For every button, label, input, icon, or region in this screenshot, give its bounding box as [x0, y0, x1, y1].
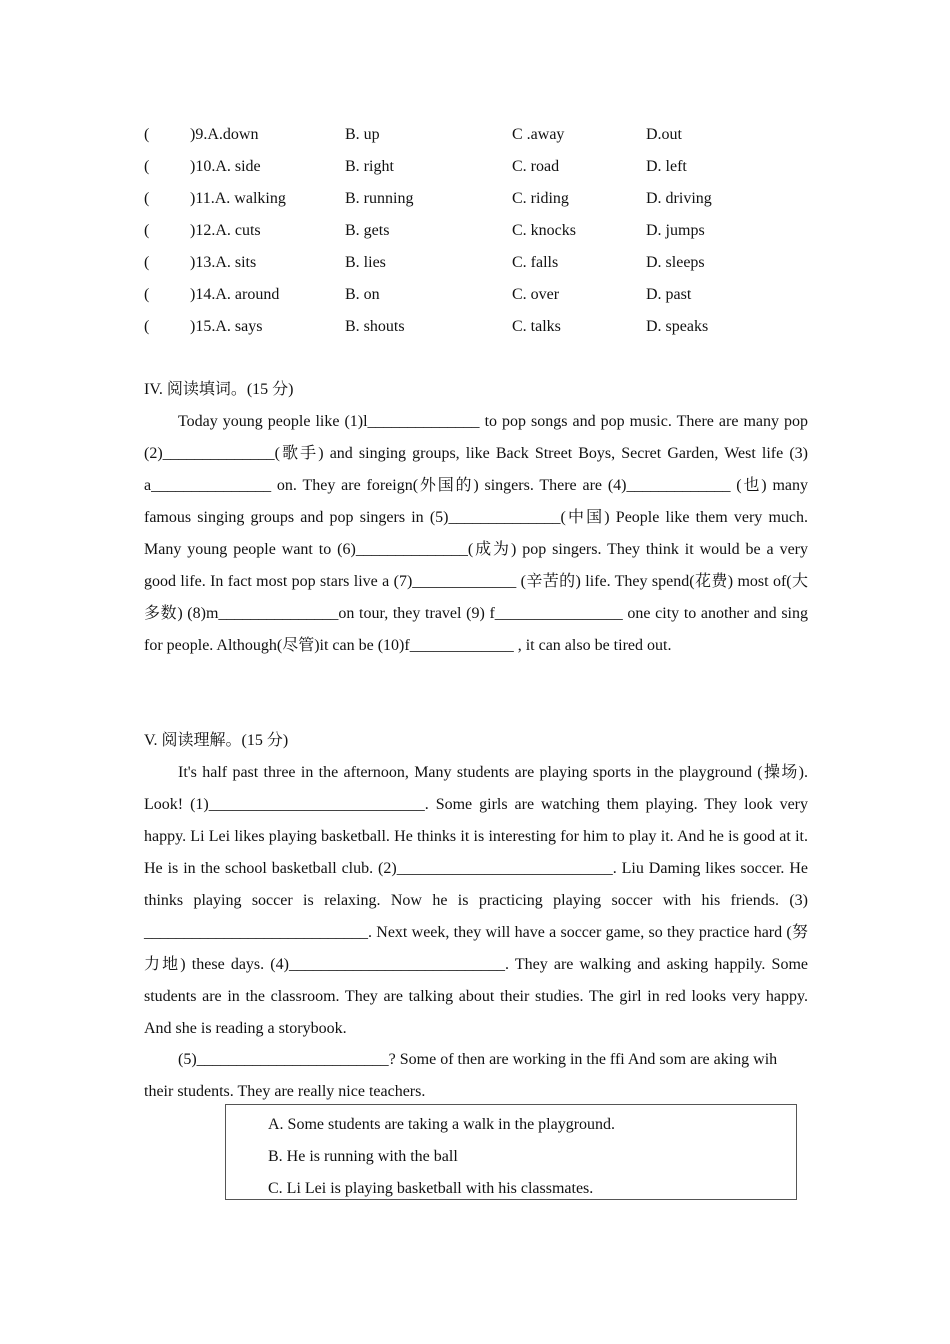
option-a: )11.A. walking [190, 190, 286, 207]
option-b: B. running [345, 190, 414, 207]
option-a: )14.A. around [190, 286, 280, 303]
option-b: B. gets [345, 222, 390, 239]
option-c: C. road [512, 158, 560, 175]
option-a: )9.A.down [190, 126, 259, 143]
section-5-heading: V. 阅读理解。(15 分) [144, 732, 289, 749]
section-5-line-5: (5)________________________? Some of then are working in the ffi And som are aking wih [178, 1051, 778, 1068]
answer-paren: ( [144, 126, 150, 143]
option-b: B. lies [345, 254, 386, 271]
option-d: D. sleeps [646, 254, 705, 271]
question-row-11 [144, 183, 844, 215]
question-row-13 [144, 247, 844, 279]
option-d: D. driving [646, 190, 712, 207]
option-a-sentence: A. Some students are taking a walk in the playground. [268, 1116, 616, 1133]
option-a: )10.A. side [190, 158, 261, 175]
option-b: B. shouts [345, 318, 405, 335]
option-d: D. jumps [646, 222, 705, 239]
option-c: C. falls [512, 254, 559, 271]
answer-paren: ( [144, 254, 150, 271]
option-c: C. over [512, 286, 560, 303]
option-b: B. up [345, 126, 380, 143]
option-d: D. speaks [646, 318, 709, 335]
option-a: )13.A. sits [190, 254, 257, 271]
option-a: )15.A. says [190, 318, 263, 335]
option-c: C. knocks [512, 222, 576, 239]
option-b: B. right [345, 158, 394, 175]
question-row-12 [144, 215, 844, 247]
answer-paren: ( [144, 222, 150, 239]
question-row-14 [144, 279, 844, 311]
option-b: B. on [345, 286, 380, 303]
option-d: D. past [646, 286, 692, 303]
answer-paren: ( [144, 158, 150, 175]
options-box [225, 1104, 797, 1200]
option-d: D.out [646, 126, 682, 143]
question-row-9 [144, 119, 844, 151]
option-d: D. left [646, 158, 687, 175]
option-a: )12.A. cuts [190, 222, 261, 239]
option-c: C. talks [512, 318, 561, 335]
answer-paren: ( [144, 286, 150, 303]
option-c-sentence: C. Li Lei is playing basketball with his classmates. [268, 1180, 594, 1197]
answer-paren: ( [144, 190, 150, 207]
option-c: C .away [512, 126, 565, 143]
question-row-10 [144, 151, 844, 183]
option-c: C. riding [512, 190, 569, 207]
section-5-line-6: their students. They are really nice teachers. [144, 1083, 426, 1100]
answer-paren: ( [144, 318, 150, 335]
question-row-15 [144, 311, 844, 343]
section-5-passage: It's half past three in the afternoon, Many students are playing sports in the playground (操场). Look! (1)___________________________. Some girls are watching them playing. They look very happy. Li Lei likes playing basketball. He thinks it is interesting for him to play it. And he is good at it. He is in the school basketball club. (2)___________________________. Liu Daming likes soccer. He thinks playing soccer is relaxing. Now he is practicing playing soccer with his friends. (3) ____________________________. Next week, they will have a soccer game, so they practice hard (努力地) these days. (4)___________________________. They are walking and asking happily. Some students are in the classroom. They are talking about their studies. The girl in red looks very happy. And she is reading a storybook. [144, 764, 808, 1037]
option-b-sentence: B. He is running with the ball [268, 1148, 458, 1165]
section-4-heading: IV. 阅读填词。(15 分) [144, 381, 294, 398]
section-4-passage: Today young people like (1)l______________ to pop songs and pop music. There are many pop (2)______________(歌手) and singing groups, like Back Street Boys, Secret Garden, West life (3) a_______________ on. They are foreign(外国的) singers. There are (4)_____________ (也) many famous singing groups and pop singers in (5)______________(中国) People like them very much. Many young people want to (6)______________(成为) pop singers. They think it would be a very good life. In fact most pop stars live a (7)_____________ (辛苦的) life. They spend(花费) most of(大多数) (8)m_______________on tour, they travel (9) f________________ one city to another and sing for people. Although(尽管)it can be (10)f_____________ , it can also be tired out. [144, 413, 808, 654]
